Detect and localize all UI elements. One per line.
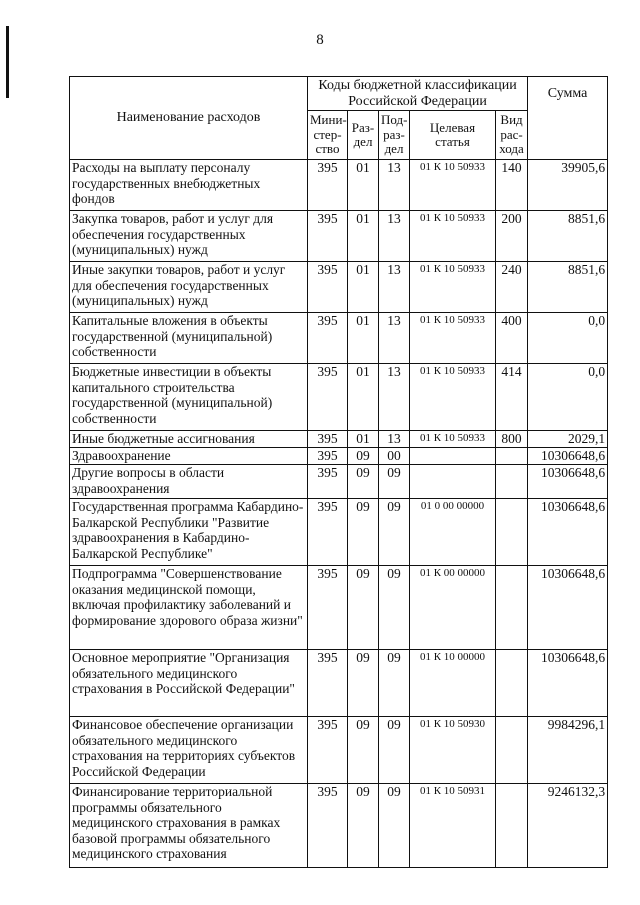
- row-name-cell: Расходы на выплату персоналу государственных внебюджетных фондов: [70, 160, 308, 211]
- row-type-cell: [496, 566, 528, 650]
- table-body: [70, 160, 608, 868]
- row-ministry-cell: 395: [308, 160, 348, 211]
- table-row: [70, 448, 608, 465]
- row-type-cell: [496, 650, 528, 717]
- row-subsection-cell: 13: [379, 313, 410, 364]
- table-row: [70, 160, 608, 211]
- row-subsection-cell: 09: [379, 499, 410, 566]
- row-target-cell: 01 К 10 50931: [410, 784, 496, 868]
- row-section-cell: 01: [348, 313, 379, 364]
- row-section-cell: 09: [348, 465, 379, 499]
- table-row: [70, 465, 608, 499]
- row-type-cell: [496, 448, 528, 465]
- row-ministry-cell: 395: [308, 499, 348, 566]
- row-sum-cell: 10306648,6: [528, 566, 608, 650]
- row-sum-cell: 8851,6: [528, 262, 608, 313]
- row-ministry-cell: 395: [308, 313, 348, 364]
- row-ministry-cell: 395: [308, 784, 348, 868]
- row-target-cell: 01 К 10 50933: [410, 262, 496, 313]
- row-section-cell: 01: [348, 364, 379, 431]
- row-name-cell: Здравоохранение: [70, 448, 308, 465]
- header-section: Раз-дел: [348, 111, 379, 160]
- table-row: [70, 431, 608, 448]
- table-row: [70, 211, 608, 262]
- row-ministry-cell: 395: [308, 566, 348, 650]
- table-row: [70, 262, 608, 313]
- row-ministry-cell: 395: [308, 364, 348, 431]
- row-ministry-cell: 395: [308, 211, 348, 262]
- row-type-cell: [496, 499, 528, 566]
- row-section-cell: 09: [348, 784, 379, 868]
- row-name-cell: Подпрограмма "Совершенствование оказания медицинской помощи, включая профилактику заболеваний и формирование здорового образа жизни": [70, 566, 308, 650]
- row-ministry-cell: 395: [308, 465, 348, 499]
- row-type-cell: 200: [496, 211, 528, 262]
- row-target-cell: [410, 448, 496, 465]
- row-sum-cell: 0,0: [528, 313, 608, 364]
- row-section-cell: 01: [348, 431, 379, 448]
- header-codes-group: Коды бюджетной классификации Российской Федерации: [308, 77, 528, 111]
- row-target-cell: 01 К 10 50933: [410, 313, 496, 364]
- row-type-cell: [496, 784, 528, 868]
- header-ministry: Мини-стер-ство: [308, 111, 348, 160]
- row-name-cell: Иные бюджетные ассигнования: [70, 431, 308, 448]
- row-sum-cell: 10306648,6: [528, 499, 608, 566]
- row-name-cell: Финансирование территориальной программы обязательного медицинского страхования в рамках базовой программы обязательного медицинского страхования: [70, 784, 308, 868]
- row-sum-cell: 10306648,6: [528, 650, 608, 717]
- row-sum-cell: 8851,6: [528, 211, 608, 262]
- row-sum-cell: 2029,1: [528, 431, 608, 448]
- row-ministry-cell: 395: [308, 717, 348, 784]
- table-row: [70, 313, 608, 364]
- row-type-cell: 140: [496, 160, 528, 211]
- row-sum-cell: 10306648,6: [528, 448, 608, 465]
- row-sum-cell: 9246132,3: [528, 784, 608, 868]
- row-section-cell: 09: [348, 499, 379, 566]
- row-ministry-cell: 395: [308, 431, 348, 448]
- header-subsection: Под-раз-дел: [379, 111, 410, 160]
- row-target-cell: 01 К 00 00000: [410, 566, 496, 650]
- row-section-cell: 09: [348, 717, 379, 784]
- row-section-cell: 01: [348, 211, 379, 262]
- row-subsection-cell: 09: [379, 717, 410, 784]
- row-type-cell: 400: [496, 313, 528, 364]
- row-section-cell: 01: [348, 262, 379, 313]
- row-subsection-cell: 13: [379, 364, 410, 431]
- row-target-cell: 01 К 10 50933: [410, 160, 496, 211]
- row-name-cell: Закупка товаров, работ и услуг для обеспечения государственных (муниципальных) нужд: [70, 211, 308, 262]
- row-ministry-cell: 395: [308, 650, 348, 717]
- row-subsection-cell: 09: [379, 566, 410, 650]
- row-target-cell: 01 К 10 50930: [410, 717, 496, 784]
- row-sum-cell: 39905,6: [528, 160, 608, 211]
- row-target-cell: 01 0 00 00000: [410, 499, 496, 566]
- row-sum-cell: 9984296,1: [528, 717, 608, 784]
- row-section-cell: 09: [348, 650, 379, 717]
- row-target-cell: 01 К 10 50933: [410, 364, 496, 431]
- row-type-cell: 240: [496, 262, 528, 313]
- row-subsection-cell: 13: [379, 431, 410, 448]
- table-row: [70, 499, 608, 566]
- header-name: Наименование расходов: [70, 77, 308, 160]
- page-number: 8: [316, 32, 324, 48]
- header-target: Целевая статья: [410, 111, 496, 160]
- row-subsection-cell: 09: [379, 784, 410, 868]
- row-type-cell: 800: [496, 431, 528, 448]
- header-expense-type: Вид рас-хода: [496, 111, 528, 160]
- row-subsection-cell: 13: [379, 160, 410, 211]
- row-subsection-cell: 13: [379, 211, 410, 262]
- table-row: [70, 650, 608, 717]
- row-target-cell: 01 К 10 50933: [410, 431, 496, 448]
- row-subsection-cell: 00: [379, 448, 410, 465]
- row-type-cell: [496, 465, 528, 499]
- row-name-cell: Капитальные вложения в объекты государственной (муниципальной) собственности: [70, 313, 308, 364]
- row-section-cell: 09: [348, 448, 379, 465]
- header-sum: Сумма: [528, 77, 608, 160]
- table-row: [70, 717, 608, 784]
- row-sum-cell: 0,0: [528, 364, 608, 431]
- row-target-cell: 01 К 10 00000: [410, 650, 496, 717]
- row-target-cell: [410, 465, 496, 499]
- row-name-cell: Государственная программа Кабардино-Балкарской Республики "Развитие здравоохранения в Кабардино-Балкарской Республике": [70, 499, 308, 566]
- row-type-cell: 414: [496, 364, 528, 431]
- row-subsection-cell: 09: [379, 650, 410, 717]
- row-section-cell: 09: [348, 566, 379, 650]
- row-section-cell: 01: [348, 160, 379, 211]
- table-row: [70, 566, 608, 650]
- row-name-cell: Финансовое обеспечение организации обязательного медицинского страхования на территориях субъектов Российской Федерации: [70, 717, 308, 784]
- row-subsection-cell: 13: [379, 262, 410, 313]
- row-name-cell: Бюджетные инвестиции в объекты капитального строительства государственной (муниципальной) собственности: [70, 364, 308, 431]
- row-ministry-cell: 395: [308, 262, 348, 313]
- row-type-cell: [496, 717, 528, 784]
- row-ministry-cell: 395: [308, 448, 348, 465]
- table-row: [70, 784, 608, 868]
- row-sum-cell: 10306648,6: [528, 465, 608, 499]
- table-row: [70, 364, 608, 431]
- row-name-cell: Другие вопросы в области здравоохранения: [70, 465, 308, 499]
- row-target-cell: 01 К 10 50933: [410, 211, 496, 262]
- row-name-cell: Основное мероприятие "Организация обязательного медицинского страхования в Российской Федерации": [70, 650, 308, 717]
- row-name-cell: Иные закупки товаров, работ и услуг для обеспечения государственных (муниципальных) нужд: [70, 262, 308, 313]
- budget-table: [69, 76, 608, 868]
- row-subsection-cell: 09: [379, 465, 410, 499]
